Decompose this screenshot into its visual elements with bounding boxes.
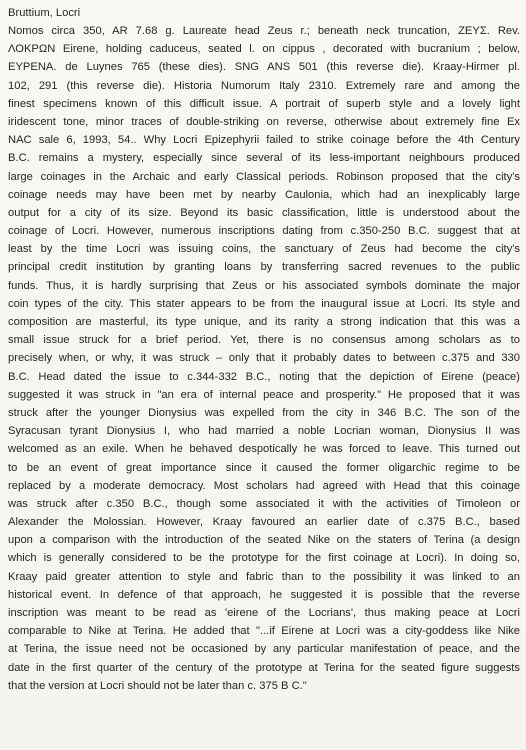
body-line: principal credit institution by granting loans by transferring sacred revenues to the public bbox=[8, 261, 520, 274]
body-line: small issue struck for a brief period. Yet, there is no consensus among scholars as to bbox=[8, 334, 520, 347]
body-line: welcomed as an exile. When he behaved despotically he was forced to leave. This turned out bbox=[8, 443, 520, 456]
body-line: iridescent tone, minor traces of double-striking on reverse, otherwise about extremely fine Ex bbox=[8, 115, 520, 128]
body-line: finest specimens known of this difficult issue. A portrait of superb style and a lovely light bbox=[8, 97, 520, 110]
body-line: which is generally considered to be the prototype for the first coinage at Locri). In doing so, bbox=[8, 552, 520, 565]
body-line: Nomos circa 350, AR 7.68 g. Laureate head Zeus r.; beneath neck truncation, ΖΕΥΣ. Rev. bbox=[8, 25, 520, 37]
body-line: ΕΥΡΕΝΑ. de Luynes 765 (these dies). SNG ANS 501 (this reverse die). Kraay-Hirmer pl. bbox=[8, 61, 520, 74]
body-line: at Terina, the issue need not be occasioned by any particular manifestation of peace, and the bbox=[8, 643, 520, 656]
body-line: suggested it was struck in "an era of internal peace and prosperity." He proposed that it was bbox=[8, 388, 520, 401]
body-line: least by the time Locri was issuing coins, the sanctuary of Zeus had become the city's bbox=[8, 243, 520, 256]
body-line: struck after the younger Dionysius was expelled from the city in 346 B.C. The son of the bbox=[8, 406, 520, 419]
body-line: comparable to Nike at Terina. He added that "...if Eirene at Locri was a city-goddess like Nike bbox=[8, 625, 520, 638]
body-line: composition are masterful, its type unique, and its rarity a strong indication that this was a bbox=[8, 316, 520, 328]
body-line: was struck after c.350 B.C., though some associated it with the activities of Timoleon or bbox=[8, 497, 520, 510]
body-line: coinage of Locri. However, numerous inscriptions dating from c.350-250 B.C. suggest that at bbox=[8, 225, 520, 238]
body-line: that the version at Locri should not be later than c. 375 B C." bbox=[8, 679, 307, 692]
body-line: upon a comparison with the introduction of the seated Nike on the staters of Terina (a design bbox=[8, 534, 520, 547]
body-line: historical event. In defence of that approach, he suggested it is possible that the reverse bbox=[8, 588, 520, 601]
body-line: date in the first quarter of the century of the prototype at Terina for the seated figure suggests bbox=[8, 661, 520, 674]
body-line: B.C. Head dated the issue to c.344-332 B.C., noting that the depiction of Eirene (peace) bbox=[8, 370, 520, 383]
body-line: funds. Thus, it is hardly surprising that Zeus or his associated symbols dominate the major bbox=[8, 279, 520, 292]
body-line: large coinages in the Archaic and early Classical periods. Robinson proposed that the city's bbox=[8, 170, 520, 183]
document-heading: Bruttium, Locri bbox=[8, 7, 81, 19]
body-line: coinage needs may have been met by nearby Caulonia, which had an inexplicably large bbox=[8, 188, 520, 201]
body-line: coin types of the city. This stater appears to be from the inaugural issue at Locri. Its style and bbox=[8, 297, 520, 310]
body-line: replaced by a moderate democracy. Most scholars had agreed with Head that this coinage bbox=[8, 479, 520, 492]
document-body bbox=[8, 22, 520, 695]
body-line: NAC sale 6, 1993, 54.. Why Locri Epizephyrii failed to strike coinage before the 4th Century bbox=[8, 134, 520, 147]
body-line: Kraay paid greater attention to style and fabric than to the possibility it was linked to an bbox=[8, 570, 520, 583]
body-line: output for a city of its size. Beyond its basic classification, little is understood about the bbox=[8, 206, 520, 219]
body-line: precisely when, or why, it was struck – only that it probably dates to between c.375 and 330 bbox=[8, 352, 520, 365]
body-line: Syracusan tyrant Dionysius I, who had married a noble Locrian woman, Dionysius II was bbox=[8, 425, 520, 438]
body-line: inscription was meant to be read as 'eirene of the Locrians', thus making peace at Locri bbox=[8, 607, 520, 619]
body-line: Alexander the Molossian. However, Kraay favoured an earlier date of c.375 B.C., based bbox=[8, 516, 520, 529]
body-line: to be an event of great importance since it caused the former oligarchic regime to be bbox=[8, 461, 520, 474]
body-line: 102, 291 (this reverse die). Historia Numorum Italy 2310. Extremely rare and among the bbox=[8, 79, 520, 92]
body-line: B.C. remains a mystery, especially since several of its less-important neighbours produced bbox=[8, 152, 520, 165]
body-line: ΛΟΚΡΩΝ Eirene, holding caduceus, seated l. on cippus , decorated with bucranium ; below, bbox=[8, 43, 520, 56]
